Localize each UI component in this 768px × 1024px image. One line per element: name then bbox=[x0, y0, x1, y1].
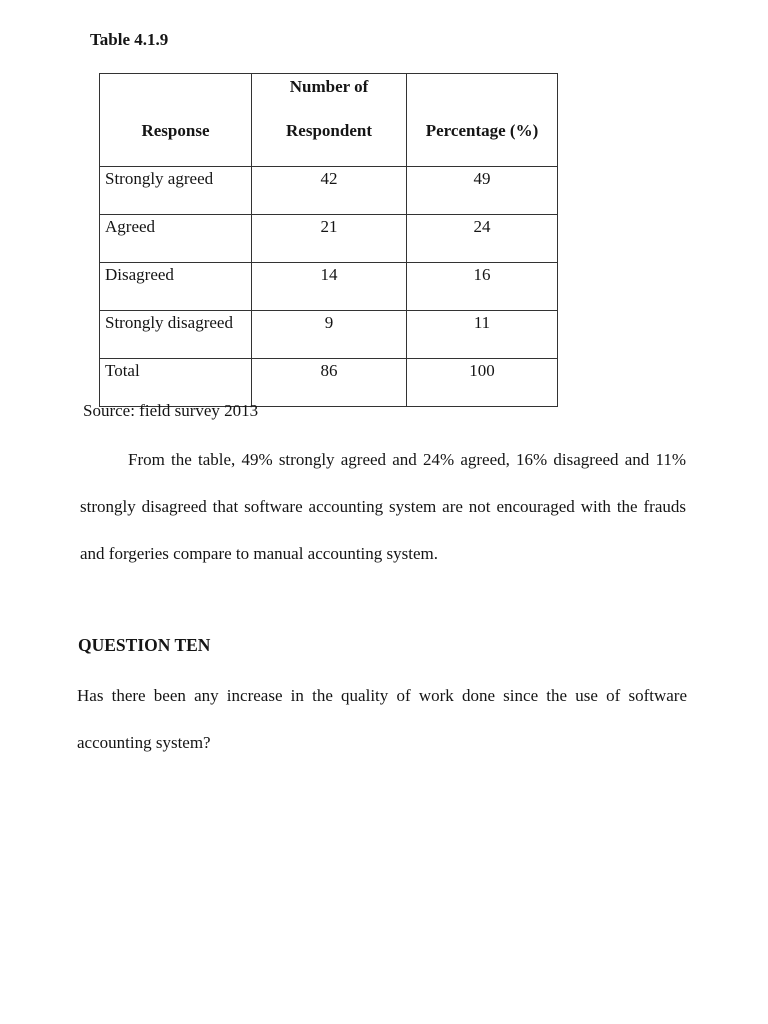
cell-response: Total bbox=[100, 359, 252, 407]
cell-response: Agreed bbox=[100, 215, 252, 263]
header-number-line1: Number of bbox=[289, 77, 369, 96]
analysis-paragraph-text: From the table, 49% strongly agreed and 24% agreed, 16% disagreed and 11% strongly disagreed that software accounting system are not encouraged with the frauds and forgeries compare to manual accounting system. bbox=[80, 450, 686, 563]
cell-number: 14 bbox=[252, 263, 407, 311]
question-text: Has there been any increase in the quality of work done since the use of software accounting system? bbox=[77, 686, 687, 752]
cell-number: 42 bbox=[252, 167, 407, 215]
cell-percentage: 24 bbox=[407, 215, 558, 263]
cell-response: Disagreed bbox=[100, 263, 252, 311]
table-row bbox=[100, 167, 558, 215]
cell-number: 86 bbox=[252, 359, 407, 407]
table-header-row bbox=[100, 74, 558, 167]
table-row bbox=[100, 311, 558, 359]
cell-response: Strongly disagreed bbox=[100, 311, 252, 359]
response-table bbox=[99, 73, 558, 407]
question-title: QUESTION TEN bbox=[78, 635, 211, 655]
table-row bbox=[100, 263, 558, 311]
cell-percentage: 100 bbox=[407, 359, 558, 407]
table-source: Source: field survey 2013 bbox=[83, 401, 259, 420]
header-number bbox=[252, 74, 407, 167]
cell-percentage: 11 bbox=[407, 311, 558, 359]
cell-response: Strongly agreed bbox=[100, 167, 252, 215]
cell-number: 21 bbox=[252, 215, 407, 263]
table-caption: Table 4.1.9 bbox=[90, 30, 169, 49]
analysis-paragraph bbox=[80, 436, 686, 577]
header-response-label: Response bbox=[141, 121, 210, 140]
header-response bbox=[100, 74, 252, 167]
cell-percentage: 16 bbox=[407, 263, 558, 311]
table-row-total bbox=[100, 359, 558, 407]
table-row bbox=[100, 215, 558, 263]
cell-number: 9 bbox=[252, 311, 407, 359]
header-percentage bbox=[407, 74, 558, 167]
header-percentage-label: Percentage (%) bbox=[425, 121, 539, 140]
header-number-line2: Respondent bbox=[286, 121, 372, 140]
cell-percentage: 49 bbox=[407, 167, 558, 215]
